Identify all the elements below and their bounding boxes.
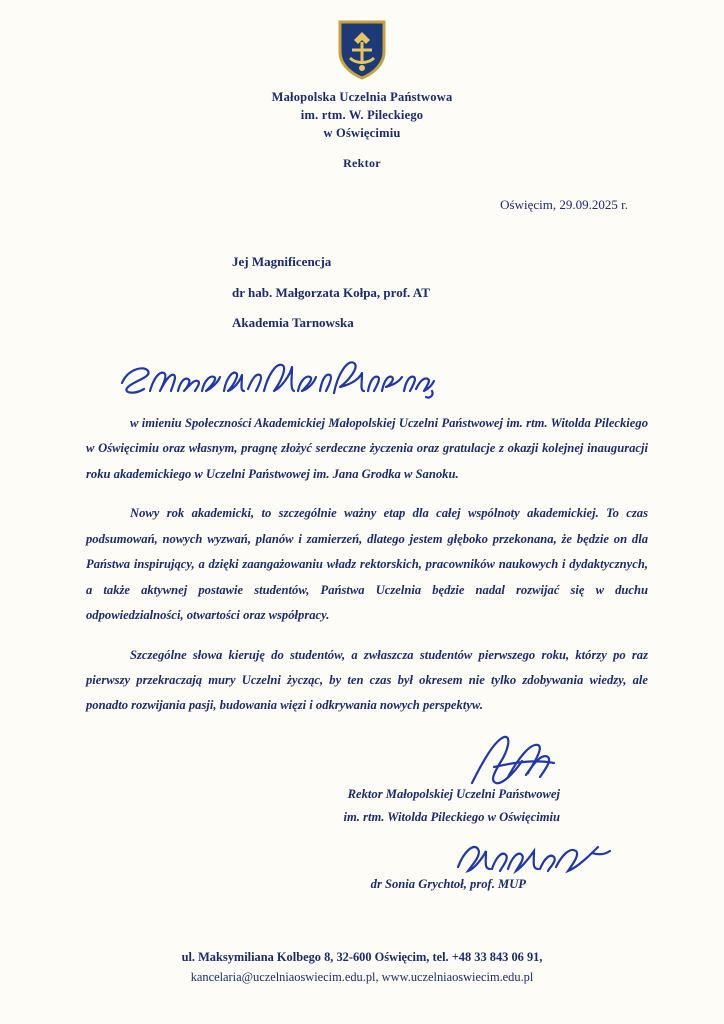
- institution-line-3: w Oświęcimiu: [323, 126, 401, 141]
- institution-line-1: Małopolska Uczelnia Państwowa: [271, 90, 453, 104]
- addressee-line-2: dr hab. Małgorzata Kołpa, prof. AT: [232, 284, 430, 300]
- institution-header: [52, 88, 672, 142]
- footer-line-1: ul. Maksymiliana Kolbego 8, 32-600 Oświęcim, tel. +48 33 843 06 91,: [181, 950, 543, 965]
- office-label: Rektor: [343, 156, 381, 171]
- addressee-line-1: Jej Magnificencja: [232, 254, 332, 270]
- footer-contact: [0, 948, 724, 988]
- place-and-date: Oświęcim, 29.09.2025 r.: [500, 197, 628, 213]
- signature-title-line-1: Rektor Małopolskiej Uczelni Państwowej: [347, 786, 560, 801]
- footer-line-2: kancelaria@uczelniaoswiecim.edu.pl, www.uczelniaoswiecim.edu.pl: [190, 970, 534, 985]
- crest-container: [52, 0, 672, 80]
- institution-line-2: im. rtm. W. Pileckiego: [300, 108, 424, 123]
- signature-title-line-2: im. rtm. Witolda Pileckiego w Oświęcimiu: [343, 810, 560, 825]
- signature-title-block: [52, 783, 672, 830]
- addressee-line-3: Akademia Tarnowska: [232, 315, 354, 331]
- signature-name: dr Sonia Grychtoł, prof. MUP: [370, 877, 526, 892]
- handwritten-salutation: [52, 353, 672, 405]
- body-paragraph-1: w imieniu Społeczności Akademickiej Małopolskiej Uczelni Państwowej im. rtm. Witolda Pileckiego w Oświęcimiu oraz własnym, pragnę złożyć serdeczne życzenia oraz gratulacje z okazji kolejnej inauguracji roku akademickiego w Uczelni Państwowej im. Jana Grodka w Sanoku.: [86, 416, 648, 481]
- letter-body: [52, 411, 672, 719]
- body-paragraph-2: Nowy rok akademicki, to szczególnie ważny etap dla całej wspólnoty akademickiej. To czas podsumowań, nowych wyzwań, planów i zamierzeń, dlatego jestem głęboko przekonana, że będzie on dla Państwa inspirujący, a dzięki zaangażowaniu władz rektorskich, pracowników naukowych i dydaktycznych, a także aktywnej postawie studentów, Państwa Uczelnia będzie nadal rozwijać się w duchu odpowiedzialności, otwartości oraz współpracy.: [86, 506, 648, 623]
- heraldic-shield-crest-icon: [336, 18, 388, 80]
- body-paragraph-3: Szczególne słowa kieruję do studentów, a zwłaszcza studentów pierwszego roku, którzy po raz pierwszy przekraczają mury Uczelni życząc, by ten czas był okresem nie tylko zdobywania wiedzy, ale ponadto rozwijania pasji, budowania więzi i odkrywania nowych perspektyw.: [86, 647, 648, 713]
- signature-flourish-icon: [52, 733, 672, 787]
- addressee-block: [52, 247, 672, 339]
